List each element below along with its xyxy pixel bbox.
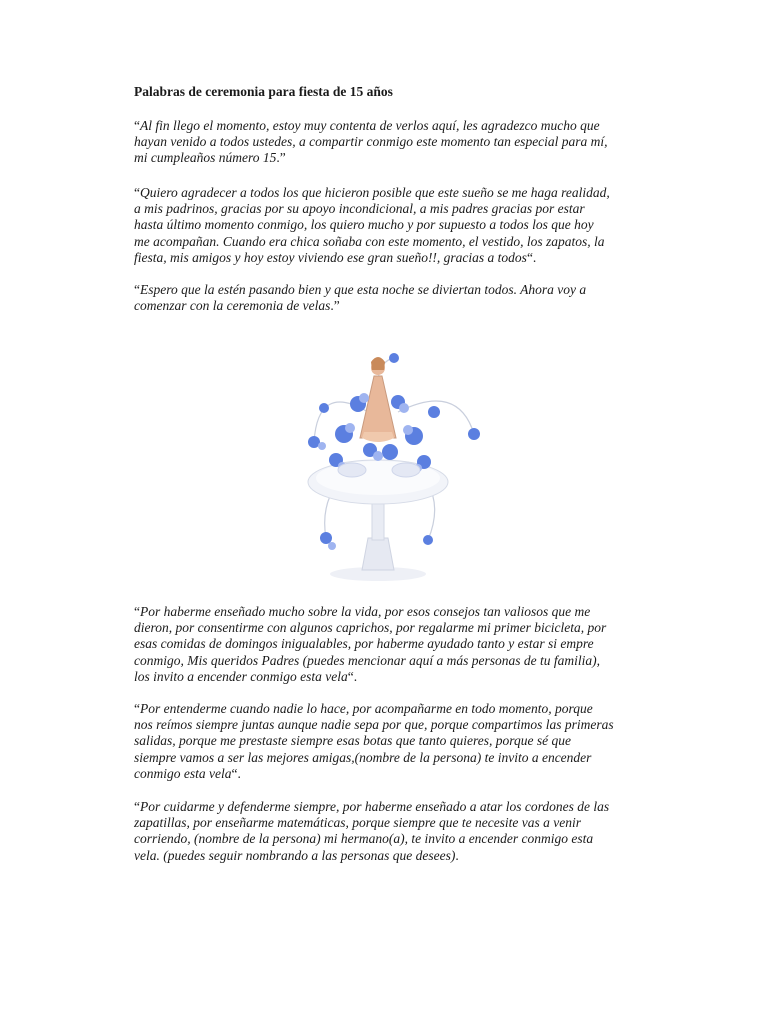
- document-title: Palabras de ceremonia para fiesta de 15 años: [134, 84, 393, 99]
- paragraph-line: [134, 766, 644, 782]
- paragraph-line: [134, 604, 644, 620]
- paragraph-line: [134, 298, 644, 314]
- cake-topper-illustration: [278, 342, 500, 590]
- punctuation: “: [134, 701, 140, 716]
- paragraph-line: [134, 185, 644, 201]
- paragraph-line: [134, 282, 644, 298]
- paragraph-6: [134, 799, 644, 864]
- line-text: Espero que la estén pasando bien y que esta noche se diviertan todos. Ahora voy a: [140, 282, 587, 297]
- line-text: conmigo esta vela: [134, 765, 232, 781]
- paragraph-line: [134, 750, 644, 766]
- punctuation: “: [134, 604, 140, 619]
- line-text: Por haberme enseñado mucho sobre la vida, por esos consejos tan valiosos que me: [140, 604, 591, 619]
- line-text: los invito a encender conmigo esta vela: [134, 668, 348, 684]
- paragraph-5: [134, 701, 644, 782]
- paragraph-line: [134, 118, 644, 134]
- punctuation: “.: [231, 765, 241, 781]
- paragraph-line: [134, 150, 644, 166]
- paragraph-4: [134, 604, 644, 685]
- paragraph-3: [134, 282, 644, 314]
- paragraph-line: [134, 653, 644, 669]
- punctuation: “: [134, 185, 140, 200]
- punctuation: .”: [276, 150, 286, 166]
- paragraph-line: [134, 201, 644, 217]
- punctuation: “: [134, 282, 140, 297]
- line-text: Quiero agradecer a todos los que hicieron posible que este sueño se me haga realidad,: [140, 185, 610, 200]
- line-text: esas comidas de domingos inigualables, por haberme ayudado tanto y estar si empre: [134, 636, 594, 652]
- punctuation: “.: [347, 668, 358, 684]
- paragraph-line: [134, 250, 644, 266]
- line-text: hayan venido a todos ustedes, a compartir conmigo este momento tan especial para mí,: [134, 134, 608, 150]
- paragraph-line: [134, 799, 644, 815]
- cake-topper-figurine-icon: [278, 342, 500, 590]
- line-text: Por cuidarme y defenderme siempre, por haberme enseñado a atar los cordones de las: [140, 799, 610, 814]
- paragraph-line: [134, 815, 644, 831]
- line-text: corriendo, (nombre de la persona) mi hermano(a), te invito a encender conmigo esta: [134, 831, 594, 847]
- line-text: nos reímos siempre juntas aunque nadie sepa por que, porque compartimos las primeras: [134, 717, 614, 733]
- paragraph-line: [134, 669, 644, 685]
- punctuation: .”: [330, 298, 340, 314]
- line-text: conmigo, Mis queridos Padres (puedes mencionar aquí a más personas de tu familia),: [134, 652, 600, 668]
- line-text: fiesta, mis amigos y hoy estoy viviendo ese gran sueño!!, gracias a todos: [134, 249, 527, 265]
- paragraph-line: [134, 620, 644, 636]
- line-text: a mis padrinos, gracias por su apoyo incondicional, a mis padres gracias por estar: [134, 201, 585, 217]
- line-text: mi cumpleaños número 15: [134, 150, 277, 166]
- paragraph-1: [134, 118, 644, 167]
- paragraph-line: [134, 717, 644, 733]
- paragraph-line: [134, 831, 644, 847]
- line-text: Al fin llego el momento, estoy muy contenta de verlos aquí, les agradezco mucho que: [140, 118, 600, 133]
- paragraph-2: [134, 185, 644, 266]
- paragraph-line: [134, 701, 644, 717]
- punctuation: “: [134, 799, 140, 814]
- paragraph-line: [134, 217, 644, 233]
- paragraph-line: [134, 636, 644, 652]
- line-text: salidas, porque me prestaste siempre esas botas que tanto quieres, porque sé que: [134, 733, 571, 749]
- paragraph-line: [134, 733, 644, 749]
- line-text: me acompañan. Cuando era chica soñaba con este momento, el vestido, los zapatos, la: [134, 233, 605, 249]
- line-text: siempre vamos a ser las mejores amigas,(nombre de la persona) te invito a encender: [134, 749, 592, 765]
- punctuation: .: [455, 847, 459, 863]
- paragraph-line: [134, 848, 644, 864]
- paragraph-line: [134, 134, 644, 150]
- line-text: comenzar con la ceremonia de velas: [134, 298, 331, 314]
- line-text: Por entenderme cuando nadie lo hace, por acompañarme en todo momento, porque: [140, 701, 593, 716]
- line-text: zapatillas, por enseñarme matemáticas, porque siempre que te necesite vas a venir: [134, 815, 582, 831]
- punctuation: “.: [526, 249, 537, 265]
- line-text: hasta último momento conmigo, los quiero mucho y por supuesto a todos los que hoy: [134, 217, 594, 233]
- line-text: dieron, por consentirme con algunos caprichos, por regalarme mi primer bicicleta, por: [134, 620, 607, 636]
- punctuation: “: [134, 118, 140, 133]
- line-text: vela. (puedes seguir nombrando a las personas que desees): [134, 847, 456, 863]
- paragraph-line: [134, 234, 644, 250]
